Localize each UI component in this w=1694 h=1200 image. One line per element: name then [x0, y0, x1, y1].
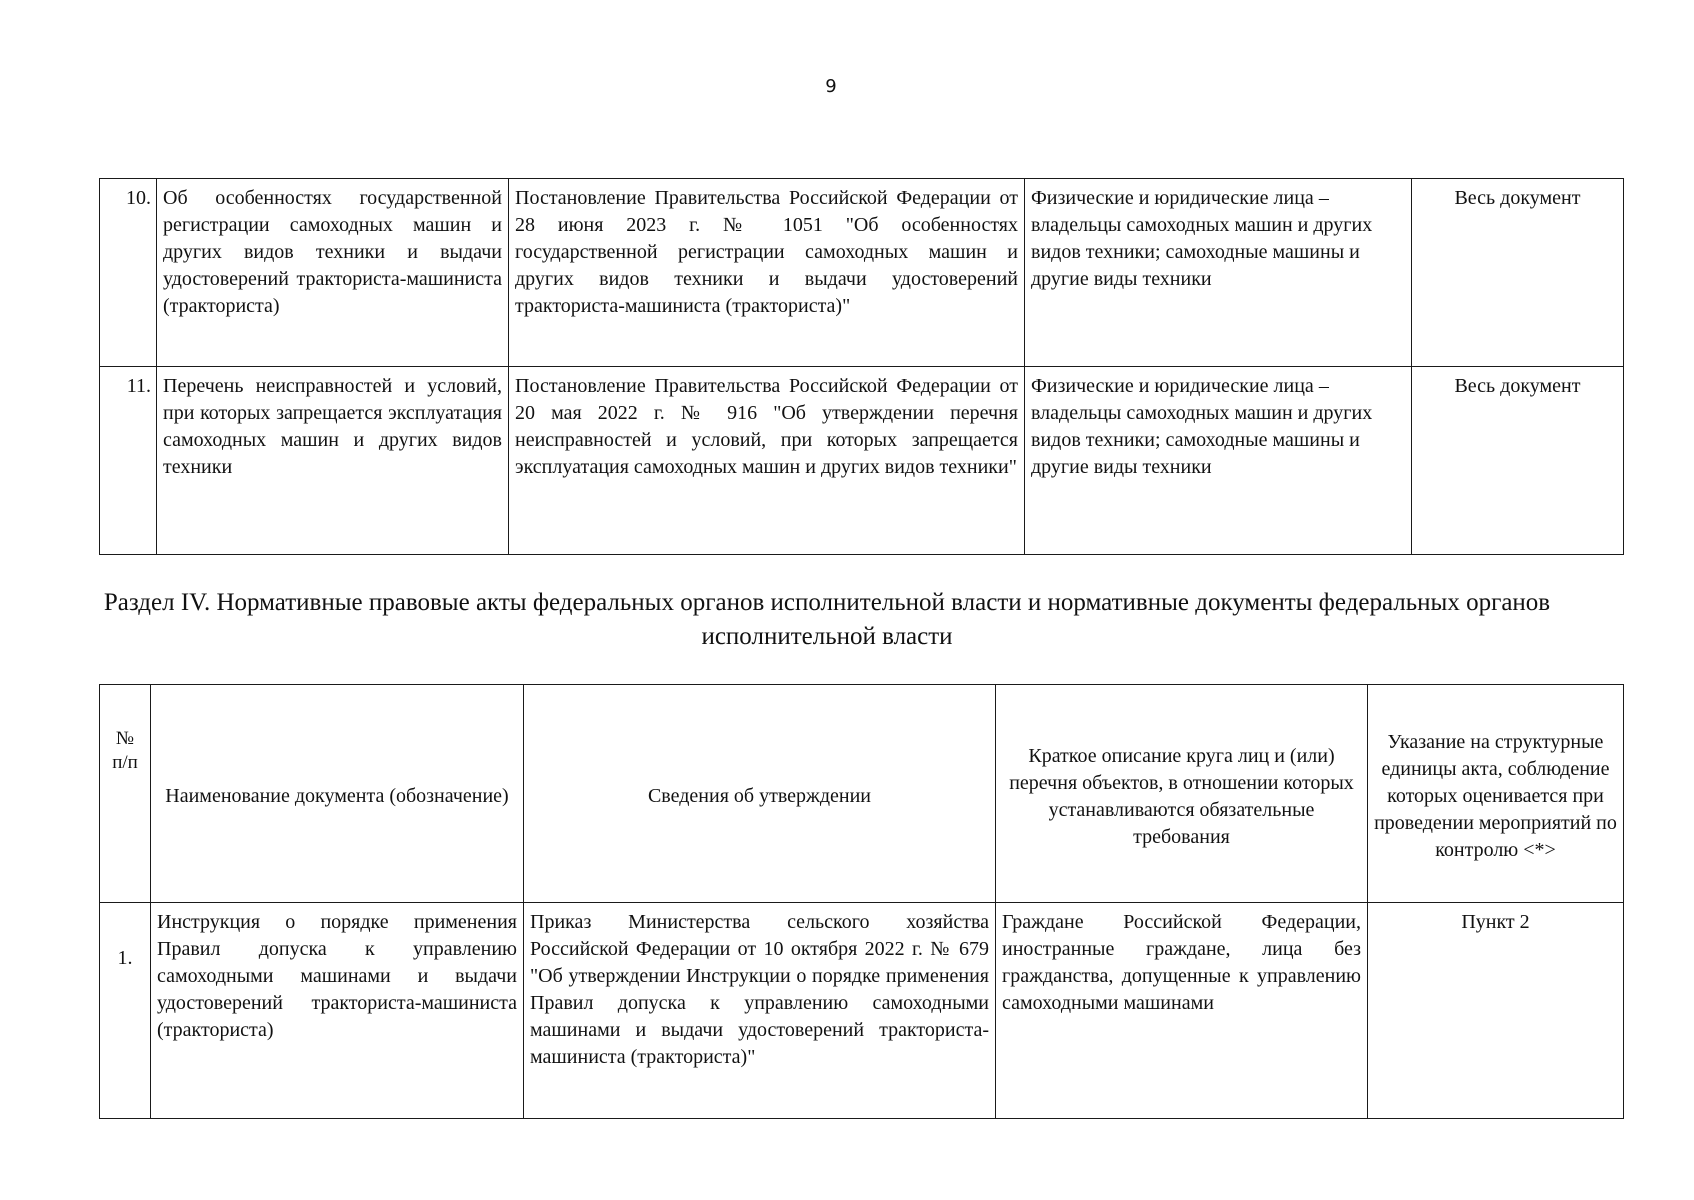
persons-description: Граждане Российской Федерации, иностранные граждане, лица без гражданства, допущенные к управлению самоходными машинами — [996, 903, 1368, 1119]
persons-description: Физические и юридические лица – владельцы самоходных машин и других видов техники; самоходные машины и другие виды техники — [1025, 367, 1412, 555]
header-persons: Краткое описание круга лиц и (или) перечня объектов, в отношении которых устанавливаются обязательные требования — [996, 685, 1368, 903]
header-number: № п/п — [100, 685, 151, 903]
document-name: Об особенностях государственной регистрации самоходных машин и других видов техники и выдачи удостоверений тракториста-машиниста (тракториста) — [157, 179, 509, 367]
approval-info: Приказ Министерства сельского хозяйства Российской Федерации от 10 октября 2022 г. № 679 "Об утверждении Инструкции о порядке применения Правил допуска к управлению самоходными машинами и выдачи удостоверений тракториста-машиниста (тракториста)" — [524, 903, 996, 1119]
table-header-row — [100, 685, 1624, 903]
approval-info: Постановление Правительства Российской Федерации от 20 мая 2022 г. № 916 "Об утверждении перечня неисправностей и условий, при которых запрещается эксплуатация самоходных машин и других видов техники" — [509, 367, 1025, 555]
approval-info: Постановление Правительства Российской Федерации от 28 июня 2023 г. № 1051 "Об особенностях государственной регистрации самоходных машин и других видов техники и выдачи удостоверений тракториста-машиниста (тракториста)" — [509, 179, 1025, 367]
structural-units: Пункт 2 — [1368, 903, 1624, 1119]
row-number: 11. — [100, 367, 157, 555]
documents-table-section-iv — [99, 684, 1624, 1119]
table-row — [100, 903, 1624, 1119]
header-name: Наименование документа (обозначение) — [151, 685, 524, 903]
document-name: Инструкция о порядке применения Правил допуска к управлению самоходными машинами и выдачи удостоверений тракториста-машиниста (тракториста) — [151, 903, 524, 1119]
documents-table-continued — [99, 178, 1624, 555]
row-number: 1. — [100, 903, 151, 1119]
section-title: Раздел IV. Нормативные правовые акты федеральных органов исполнительной власти и нормативные документы федеральных органов исполнительной власти — [103, 589, 1551, 650]
header-approval: Сведения об утверждении — [524, 685, 996, 903]
structural-units: Весь документ — [1412, 179, 1624, 367]
row-number: 10. — [100, 179, 157, 367]
document-name: Перечень неисправностей и условий, при которых запрещается эксплуатация самоходных машин и других видов техники — [157, 367, 509, 555]
header-units: Указание на структурные единицы акта, соблюдение которых оценивается при проведении мероприятий по контролю <*> — [1368, 685, 1624, 903]
table-row — [100, 367, 1624, 555]
table-row — [100, 179, 1624, 367]
structural-units: Весь документ — [1412, 367, 1624, 555]
persons-description: Физические и юридические лица – владельцы самоходных машин и других видов техники; самоходные машины и другие виды техники — [1025, 179, 1412, 367]
page-number: 9 — [825, 76, 837, 97]
